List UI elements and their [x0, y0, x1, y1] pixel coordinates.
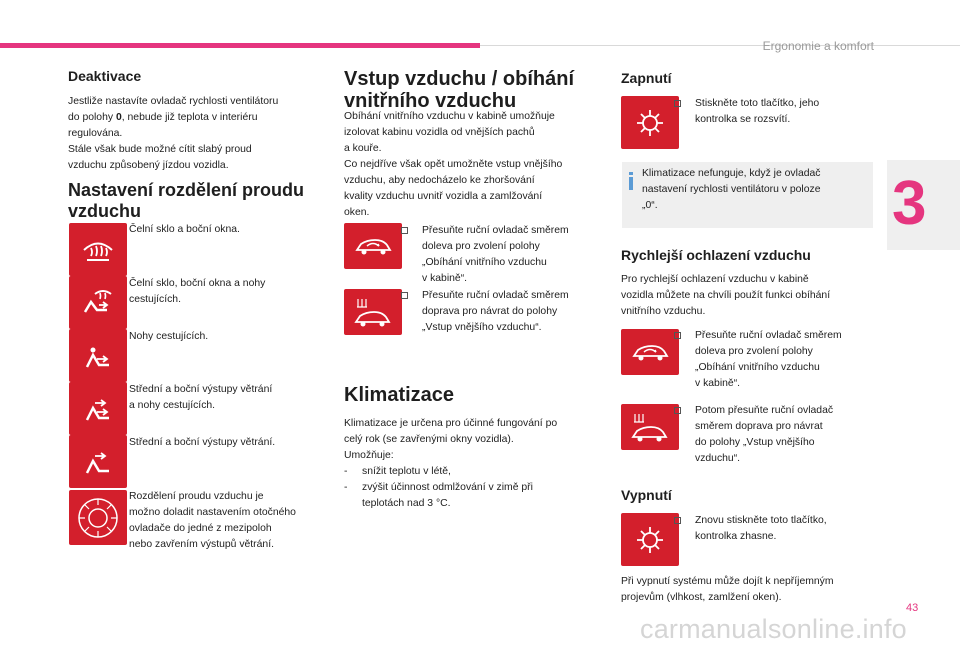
vypnuti-step: Znovu stiskněte toto tlačítko, kontrolka zhasne.	[672, 513, 895, 545]
header-divider	[480, 45, 960, 46]
distribution-item-text: Rozdělení proudu vzduchu je možno doladit nastavením otočného ovladače do jedné z mezipoloh nebo zavřením výstupů větrání.	[129, 491, 296, 550]
rychlejsi-text: Pro rychlejší ochlazení vzduchu v kabině vozidla můžete na chvíli použít funkci obíhání vnitřního vzduchu.	[621, 274, 831, 317]
rychlejsi-heading: Rychlejší ochlazení vzduchu	[621, 247, 811, 263]
recirculation-icon	[344, 223, 402, 269]
recirculation-icon	[621, 329, 679, 375]
klimatizace-text: Klimatizace je určena pro účinné fungování po celý rok (se zavřenými okny vozidla). Umožňuje: - snížit teplotu v létě, - zvýšit účinnost odmlžování v zimě při teplotách nad 3 °C.	[344, 418, 558, 509]
outside-air-icon	[344, 289, 402, 335]
feet-icon	[69, 329, 127, 382]
watermark: carmanualsonline.info	[640, 614, 907, 644]
windshield-feet-icon	[69, 276, 127, 329]
vypnuti-note: Při vypnutí systému může dojít k nepříjemným projevům (vlhkost, zamlžení oken).	[621, 576, 834, 603]
page-number: 43	[906, 602, 919, 614]
rychlejsi-step-left: Přesuňte ruční ovladač směrem doleva pro zvolení polohy „Obíhání vnitřního vzduchu v kabině“.	[672, 328, 905, 392]
vents-feet-icon	[69, 382, 127, 435]
recirc-text: Obíhání vnitřního vzduchu v kabině umožňuje izolovat kabinu vozidla od vnějších pachů a kouře. Co nejdříve však opět umožněte vstup vnějšího vzduchu, aby nedocházelo ke zhoršování kvality vzduchu uvnitř vozidla a zamlžování oken.	[344, 111, 563, 218]
distribution-item-text: Střední a boční výstupy větrání a nohy cestujících.	[129, 384, 273, 411]
recirc-step-right: Přesuňte ruční ovladač směrem doprava pro návrat do polohy „Vstup vnějšího vzduchu“.	[399, 288, 632, 336]
klimatizace-heading: Klimatizace	[344, 384, 455, 406]
distribution-heading: Nastavení rozdělení proudu vzduchu	[68, 180, 305, 221]
section-title: Ergonomie a komfort	[762, 39, 874, 53]
header-accent-bar	[0, 43, 480, 48]
vypnuti-heading: Vypnutí	[621, 487, 672, 503]
distribution-item-text: Čelní sklo, boční okna a nohy cestujících.	[129, 278, 266, 305]
windshield-defrost-icon	[69, 223, 127, 276]
outside-air-icon	[621, 404, 679, 450]
ac-snowflake-icon	[621, 96, 679, 149]
deaktivace-heading: Deaktivace	[68, 68, 142, 84]
info-text: Klimatizace nefunguje, když je ovladač nastavení rychlosti ventilátoru v poloze „0“.	[642, 168, 821, 211]
distribution-dial-icon	[69, 490, 127, 545]
vents-icon	[69, 435, 127, 488]
zapnuti-step: Stiskněte toto tlačítko, jeho kontrolka se rozsvítí.	[672, 96, 895, 128]
distribution-item-text: Čelní sklo a boční okna.	[129, 224, 240, 235]
recirc-step-left: Přesuňte ruční ovladač směrem doleva pro zvolení polohy „Obíhání vnitřního vzduchu v kabině“.	[399, 223, 632, 287]
recirc-heading: Vstup vzduchu / obíhání vnitřního vzduchu	[344, 68, 574, 112]
rychlejsi-step-right: Potom přesuňte ruční ovladač směrem doprava pro návrat do polohy „Vstup vnějšího vzduchu“.	[672, 403, 905, 467]
zapnuti-heading: Zapnutí	[621, 70, 672, 86]
distribution-item-text: Střední a boční výstupy větrání.	[129, 437, 276, 448]
chapter-number: 3	[892, 169, 927, 238]
deaktivace-text: Jestliže nastavíte ovladač rychlosti ventilátoru do polohy 0, nebude již teplota v interiéru regulována. Stále však bude možné cítit slabý proud vzduchu způsobený jízdou vozidla.	[68, 96, 279, 171]
info-icon	[628, 172, 634, 190]
distribution-item-text: Nohy cestujících.	[129, 331, 209, 342]
ac-snowflake-icon	[621, 513, 679, 566]
